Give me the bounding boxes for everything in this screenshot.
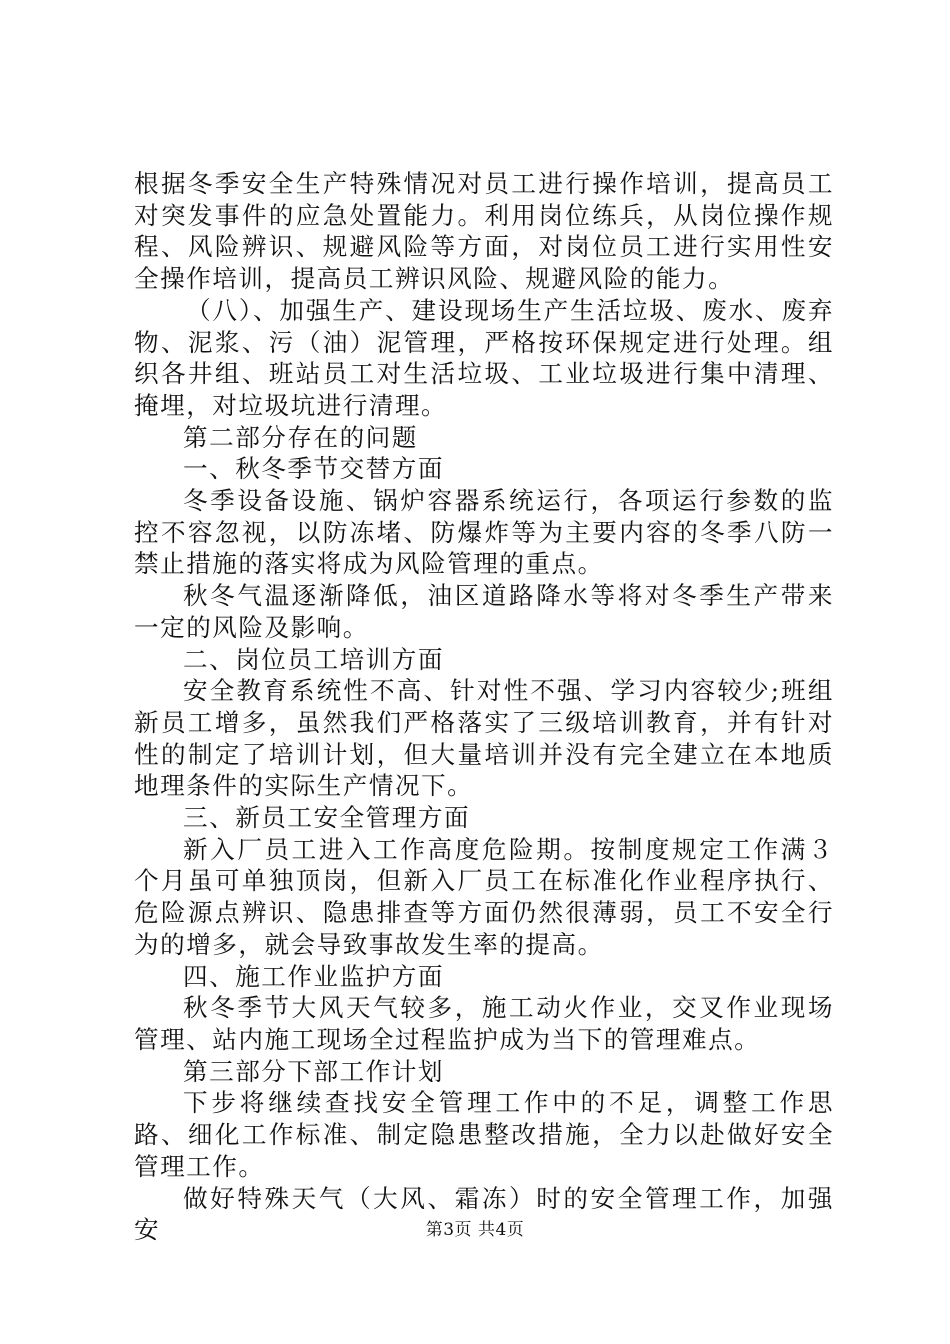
- section-3-heading: 三、新员工安全管理方面: [183, 803, 471, 833]
- page-footer: [0, 1215, 950, 1240]
- section-1-heading: 一、秋冬季节交替方面: [183, 454, 444, 484]
- document-body: [134, 168, 834, 1246]
- paragraph-training-continued: 根据冬季安全生产特殊情况对员工进行操作培训，提高员工对突发事件的应急处置能力。利用岗位练兵，从岗位操作规程、风险辨识、规避风险等方面，对岗位员工进行实用性安全操作培训，提高员工辨识风险、规避风险的能力。: [134, 169, 834, 294]
- part3-paragraph-b: 做好特殊天气（大风、霜冻）时的安全管理工作，加强安: [134, 1183, 834, 1245]
- page-number-label: 第3页 共4页: [425, 1220, 525, 1240]
- section-2-heading: 二、岗位员工培训方面: [183, 644, 444, 674]
- paragraph-item-8: （八）、加强生产、建设现场生产生活垃圾、废水、废弃物、泥浆、污（油）泥管理，严格按环保规定进行处理。组织各井组、班站员工对生活垃圾、工业垃圾进行集中清理、掩埋，对垃圾坑进行清理。: [134, 295, 834, 420]
- section-2-paragraph: 安全教育系统性不高、针对性不强、学习内容较少;班组新员工增多，虽然我们严格落实了三级培训教育，并有针对性的制定了培训计划，但大量培训并没有完全建立在本地质地理条件的实际生产情况下。: [134, 676, 834, 801]
- part3-heading: 第三部分下部工作计划: [183, 1056, 444, 1086]
- section-1-paragraph-b: 秋冬气温逐渐降低，油区道路降水等将对冬季生产带来一定的风险及影响。: [134, 581, 834, 642]
- section-4-paragraph: 秋冬季节大风天气较多，施工动火作业，交叉作业现场管理、站内施工现场全过程监护成为当下的管理难点。: [134, 993, 834, 1054]
- part3-paragraph-a: 下步将继续查找安全管理工作中的不足，调整工作思路、细化工作标准、制定隐患整改措施，全力以赴做好安全管理工作。: [134, 1088, 834, 1181]
- section-4-heading: 四、施工作业监护方面: [183, 961, 444, 991]
- section-3-paragraph: 新入厂员工进入工作高度危险期。按制度规定工作满３个月虽可单独顶岗，但新入厂员工在标准化作业程序执行、危险源点辨识、隐患排查等方面仍然很薄弱，员工不安全行为的增多，就会导致事故发生率的提高。: [134, 834, 834, 959]
- part2-heading: 第二部分存在的问题: [183, 422, 418, 452]
- section-1-paragraph-a: 冬季设备设施、锅炉容器系统运行，各项运行参数的监控不容忽视，以防冻堵、防爆炸等为主要内容的冬季八防一禁止措施的落实将成为风险管理的重点。: [134, 486, 834, 579]
